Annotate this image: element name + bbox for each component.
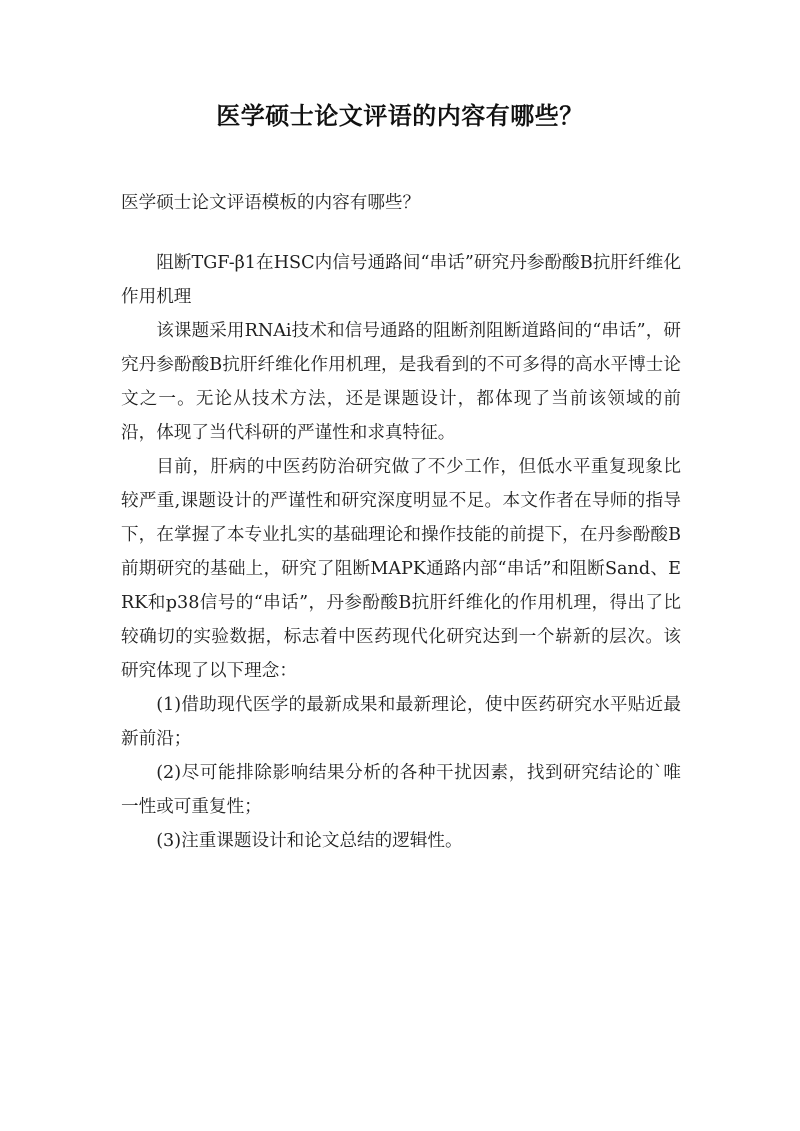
paragraph-overview: 该课题采用RNAi技术和信号通路的阻断剂阻断道路间的“串话”，研究丹参酚酸B抗肝纤维化作用机理，是我看到的不可多得的高水平博士论文之一。无论从技术方法，还是课题设计，都体现了当前该领域的前沿，体现了当代科研的严谨性和求真特征。 (121, 321, 681, 443)
paragraph-evaluation: 目前，肝病的中医药防治研究做了不少工作，但低水平重复现象比较严重,课题设计的严谨性和研究深度明显不足。本文作者在导师的指导下，在掌握了本专业扎实的基础理论和操作技能的前提下，在丹参酚酸B前期研究的基础上，研究了阻断MAPK通路内部“串话”和阻断Sand、ERK和p38信号的“串话”，丹参酚酸B抗肝纤维化的作用机理，得出了比较确切的实验数据，标志着中医药现代化研究达到一个崭新的层次。该研究体现了以下理念： (121, 457, 681, 681)
list-item-2: (2)尽可能排除影响结果分析的各种干扰因素，找到研究结论的`唯一性或可重复性； (121, 763, 681, 817)
subheading: 医学硕士论文评语模板的内容有哪些？ (121, 193, 421, 213)
page-title: 医学硕士论文评语的内容有哪些？ (216, 102, 584, 130)
list-item-3: (3)注重课题设计和论文总结的逻辑性。 (156, 831, 463, 851)
paragraph-topic: 阻断TGF-β1在HSC内信号通路间“串话”研究丹参酚酸B抗肝纤维化作用机理 (121, 253, 681, 307)
document-body (121, 186, 681, 858)
list-item-1: (1)借助现代医学的最新成果和最新理论，使中医药研究水平贴近最新前沿； (121, 695, 681, 749)
